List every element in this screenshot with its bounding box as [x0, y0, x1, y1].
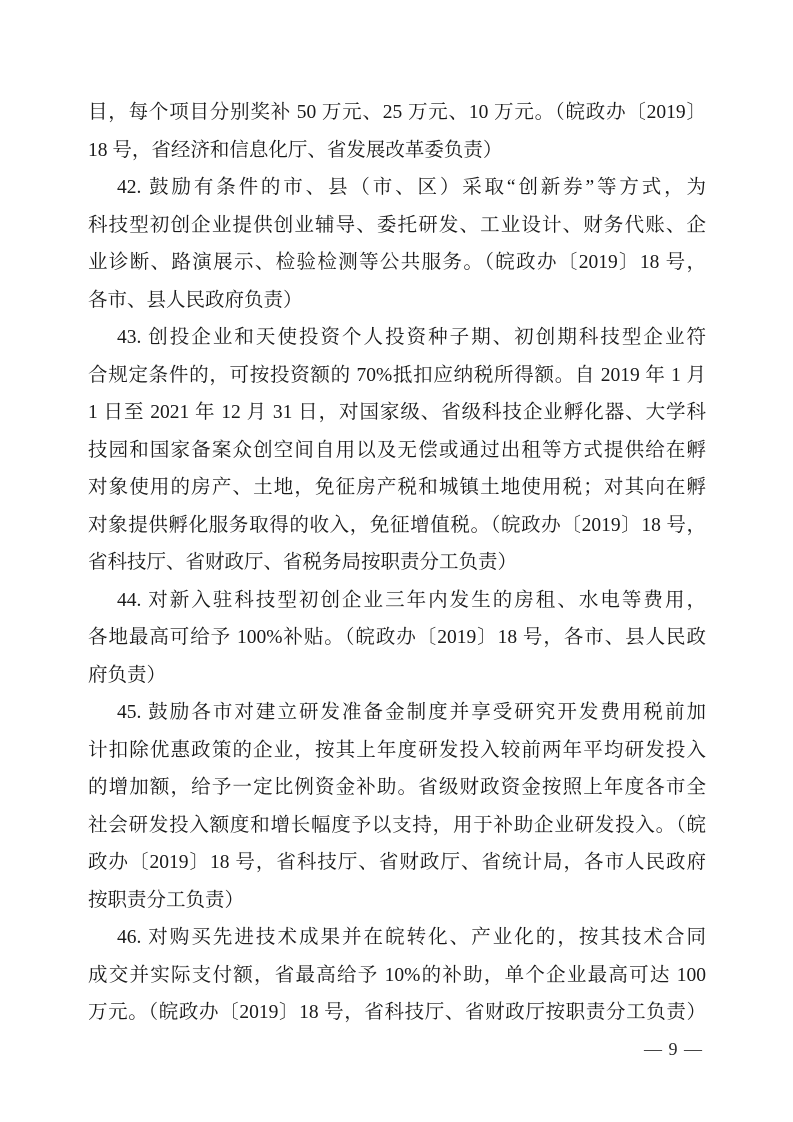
text-line: 44. 对新入驻科技型初创企业三年内发生的房租、水电等费用， — [117, 589, 706, 611]
text-line: 18 号，省经济和信息化厅、省发展改革委负责） — [88, 139, 503, 161]
document-body — [88, 94, 706, 1032]
text-line: 各市、县人民政府负责） — [88, 289, 303, 311]
paragraph-item-44 — [88, 582, 706, 695]
text-line: 对象使用的房产、土地，免征房产税和城镇土地使用税；对其向在孵 — [88, 477, 706, 498]
text-line: 科技型初创企业提供创业辅导、委托研发、工业设计、财务代账、企 — [88, 214, 706, 236]
text-line: 对象提供孵化服务取得的收入，免征增值税。（皖政办〔2019〕18 号， — [88, 514, 706, 536]
page-number: — 9 — — [644, 1039, 703, 1059]
paragraph-item-46 — [88, 919, 706, 1032]
text-line: 成交并实际支付额，省最高给予 10%的补助，单个企业最高可达 100 — [88, 964, 706, 986]
text-line: 社会研发投入额度和增长幅度予以支持，用于补助企业研发投入。（皖 — [88, 814, 706, 836]
paragraph-item-42 — [88, 169, 706, 319]
text-line: 万元。（皖政办〔2019〕18 号，省科技厅、省财政厅按职责分工负责） — [88, 1002, 706, 1023]
text-line: 技园和国家备案众创空间自用以及无偿或通过出租等方式提供给在孵 — [88, 439, 706, 461]
text-line: 计扣除优惠政策的企业，按其上年度研发投入较前两年平均研发投入 — [88, 739, 706, 761]
text-line: 42. 鼓励有条件的市、县（市、区）采取“创新券”等方式，为 — [117, 177, 706, 198]
text-line: 的增加额，给予一定比例资金补助。省级财政资金按照上年度各市全 — [88, 777, 706, 798]
text-line: 目，每个项目分别奖补 50 万元、25 万元、10 万元。（皖政办〔2019〕 — [88, 102, 706, 123]
text-line: 业诊断、路演展示、检验检测等公共服务。（皖政办〔2019〕18 号， — [88, 252, 706, 273]
text-line: 省科技厅、省财政厅、省税务局按职责分工负责） — [88, 552, 518, 573]
paragraph-item-45 — [88, 694, 706, 919]
text-line: 46. 对购买先进技术成果并在皖转化、产业化的，按其技术合同 — [117, 927, 706, 948]
text-line: 1 日至 2021 年 12 月 31 日，对国家级、省级科技企业孵化器、大学科 — [88, 402, 706, 423]
text-line: 45. 鼓励各市对建立研发准备金制度并享受研究开发费用税前加 — [117, 702, 706, 723]
text-line: 按职责分工负责） — [88, 889, 245, 911]
paragraph-item-41-continuation — [88, 94, 706, 169]
text-line: 43. 创投企业和天使投资个人投资种子期、初创期科技型企业符 — [117, 327, 706, 348]
text-line: 府负责） — [88, 664, 167, 686]
paragraph-item-43 — [88, 319, 706, 582]
text-line: 各地最高可给予 100%补贴。（皖政办〔2019〕18 号，各市、县人民政 — [88, 627, 706, 648]
text-line: 合规定条件的，可按投资额的 70%抵扣应纳税所得额。自 2019 年 1 月 — [88, 364, 706, 386]
text-line: 政办〔2019〕18 号，省科技厅、省财政厅、省统计局，各市人民政府 — [88, 852, 706, 873]
